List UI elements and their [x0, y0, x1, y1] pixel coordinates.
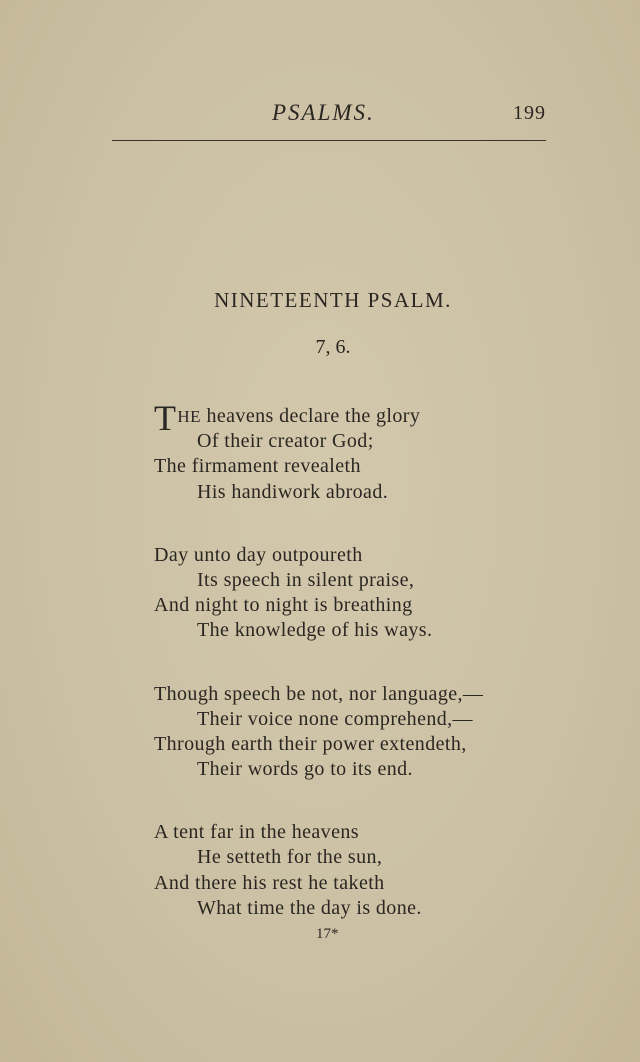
poem-line: Through earth their power extendeth,: [154, 732, 467, 755]
poem-line: His handiwork abroad.: [197, 480, 389, 503]
poem-line: The firmament revealeth: [154, 455, 361, 478]
poem-line: What time the day is done.: [197, 896, 422, 919]
poem-line: The knowledge of his ways.: [197, 619, 433, 642]
drop-capital: T: [154, 398, 177, 438]
header-rule: [112, 140, 546, 141]
poem-line: Though speech be not, nor language,—: [154, 682, 484, 705]
page-number: 199: [513, 102, 546, 124]
small-caps-word: HE: [177, 407, 202, 426]
signature-mark: 17*: [316, 926, 339, 942]
poem-line: Of their creator God;: [197, 430, 374, 453]
poem-line: [154, 398, 624, 438]
stanza-3: [154, 682, 624, 783]
running-title: PSALMS.: [272, 100, 375, 125]
poem-line: Their words go to its end.: [197, 758, 413, 781]
hymn-meter: 7, 6.: [315, 336, 351, 358]
poem-line: A tent far in the heavens: [154, 821, 359, 844]
psalm-title: NINETEENTH PSALM.: [214, 288, 452, 312]
stanza-4: [154, 820, 624, 921]
poem-line: Day unto day outpoureth: [154, 543, 363, 566]
stanza-1: [154, 398, 624, 505]
poem-line: And night to night is breathing: [154, 594, 413, 617]
poem-line: And there his rest he taketh: [154, 871, 385, 894]
poem-line: Its speech in silent praise,: [197, 568, 415, 591]
poem: [154, 398, 624, 959]
line-text: heavens declare the glory: [201, 405, 421, 427]
running-head: [112, 100, 546, 132]
stanza-2: [154, 543, 624, 644]
poem-line: Their voice none comprehend,—: [197, 707, 473, 730]
poem-line: He setteth for the sun,: [197, 846, 383, 869]
